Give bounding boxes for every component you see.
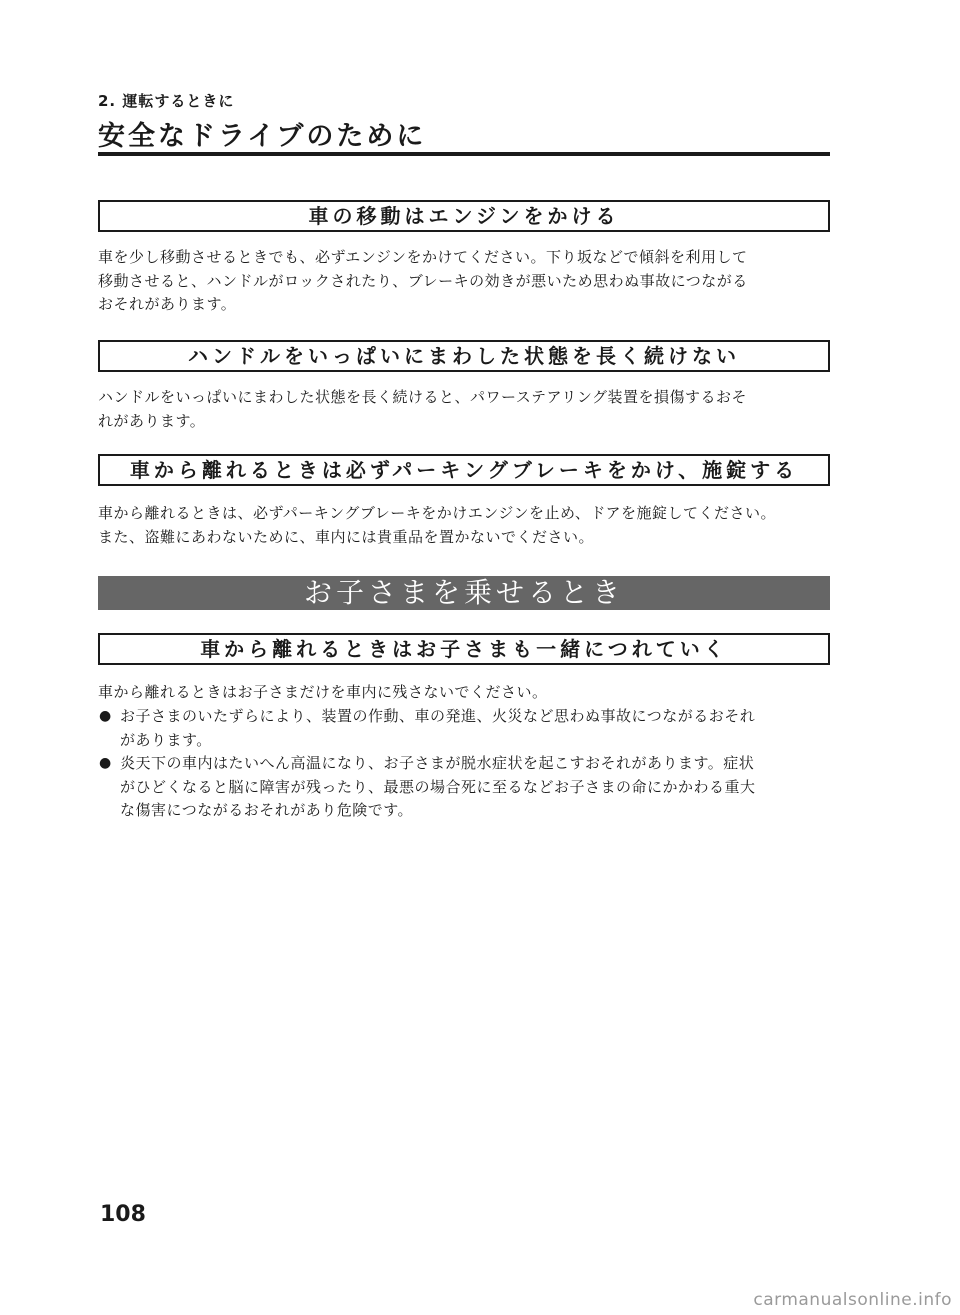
bullet-line: お子さまのいたずらにより、装置の作動、車の発進、火災など思わぬ事故につながるおそれ <box>120 707 756 725</box>
section-heading-parking: 車から離れるときは必ずパーキングブレーキをかけ、施錠する <box>98 454 830 486</box>
body-line: また、盗難にあわないために、車内には貴重品を置かないでください。 <box>98 527 595 546</box>
body-line: れがあります。 <box>98 411 206 430</box>
body-line: ハンドルをいっぱいにまわした状態を長く続けると、パワーステアリング装置を損傷するおそ <box>98 388 748 406</box>
body-line: 車を少し移動させるときでも、必ずエンジンをかけてください。下り坂などで傾斜を利用して <box>98 248 748 266</box>
body-line: 移動させると、ハンドルがロックされたり、ブレーキの効きが悪いため思わぬ事故につながる <box>98 271 748 290</box>
section-body-engine <box>98 246 830 317</box>
bullet-line: があります。 <box>120 730 212 749</box>
section-body-steering <box>98 386 830 433</box>
list-item <box>98 752 830 823</box>
section-heading-steering: ハンドルをいっぱいにまわした状態を長く続けない <box>98 340 830 372</box>
footer-watermark: carmanualsonline.info <box>753 1290 952 1310</box>
section-band-children: お子さまを乗せるとき <box>98 576 830 610</box>
bullet-line: 炎天下の車内はたいへん高温になり、お子さまが脱水症状を起こすおそれがあります。症状 <box>120 754 755 772</box>
title-rule <box>98 152 830 156</box>
bullet-line: な傷害につながるおそれがあり危険です。 <box>120 801 414 819</box>
page-title: 安全なドライブのために <box>98 121 427 152</box>
section-heading-children: 車から離れるときはお子さまも一緒につれていく <box>98 633 830 665</box>
bullet-icon: ● <box>99 708 112 724</box>
bullet-line: がひどくなると脳に障害が残ったり、最悪の場合死に至るなどお子さまの命にかかわる重大 <box>120 777 756 796</box>
section-body-parking <box>98 502 830 549</box>
body-line: 車から離れるときは、必ずパーキングブレーキをかけエンジンを止め、ドアを施錠してください。 <box>98 504 776 522</box>
list-item <box>98 705 830 752</box>
page-number: 108 <box>100 1202 146 1227</box>
bullet-icon: ● <box>99 755 112 771</box>
chapter-label: 2. 運転するときに <box>98 92 235 110</box>
body-line: おそれがあります。 <box>98 295 237 313</box>
children-bullet-list <box>98 705 830 823</box>
children-intro: 車から離れるときはお子さまだけを車内に残さないでください。 <box>98 683 548 701</box>
section-heading-engine: 車の移動はエンジンをかける <box>98 200 830 232</box>
